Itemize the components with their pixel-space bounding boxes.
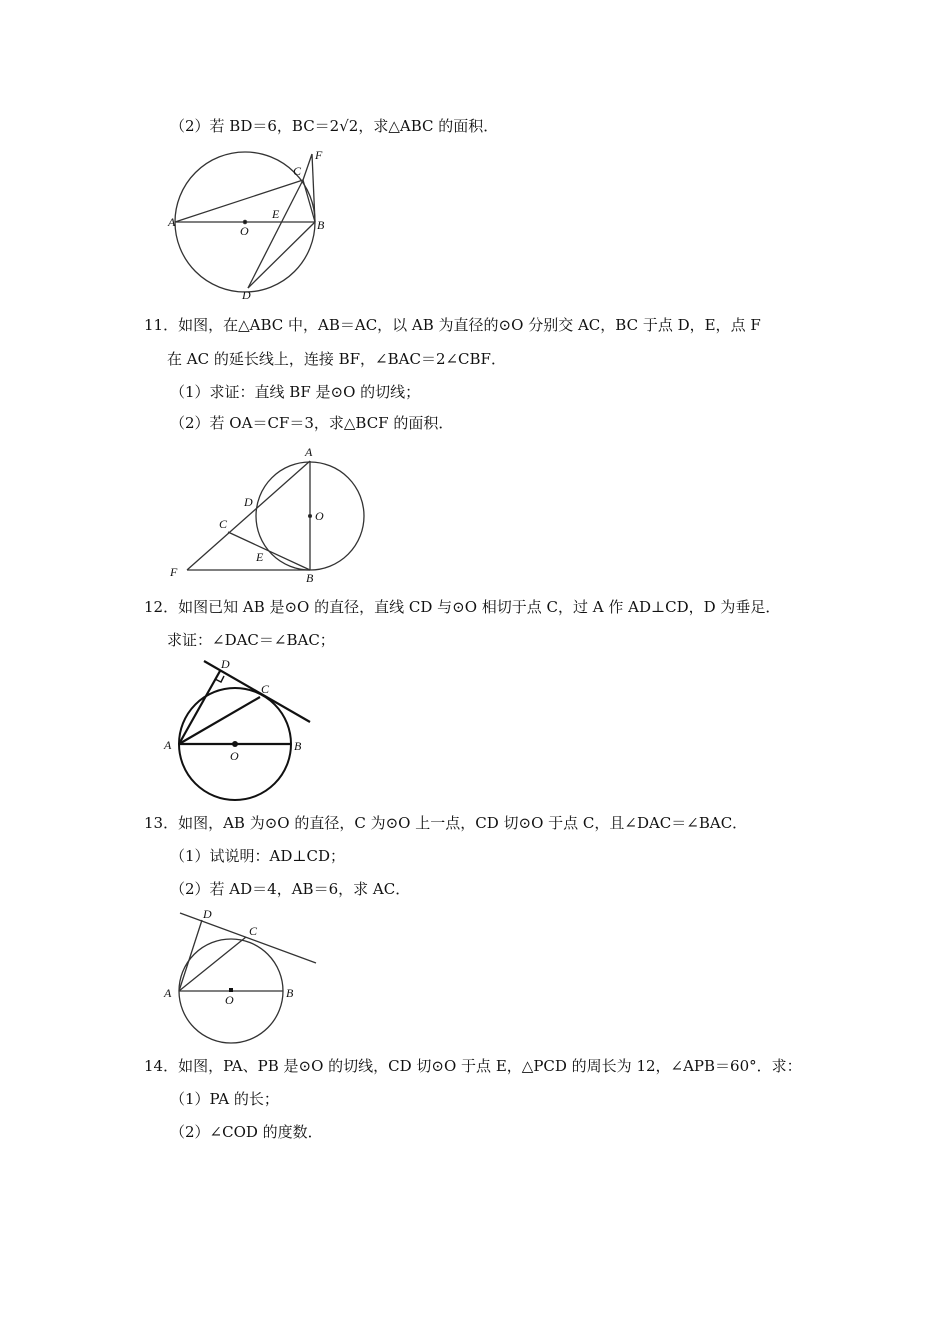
q11-label-b: B	[306, 571, 314, 585]
q12-label-b: B	[294, 739, 302, 753]
q13-line1: 13．如图，AB 为⊙O 的直径，C 为⊙O 上一点，CD 切⊙O 于点 C，且∠DAC＝∠BAC．	[144, 814, 748, 832]
q12-label-c: C	[261, 682, 270, 696]
q14-part1: （1）PA 的长；	[170, 1090, 279, 1108]
q10-label-f: F	[315, 148, 323, 162]
q12-figure	[160, 655, 330, 805]
q11-part2: （2）若 OA＝CF＝3，求△BCF 的面积．	[170, 414, 454, 432]
q11-label-d: D	[244, 495, 253, 509]
q13-part1: （1）试说明：AD⊥CD；	[170, 847, 346, 865]
q12-label-a: A	[164, 738, 172, 752]
q12-label-d: D	[221, 657, 230, 671]
q10-figure	[160, 148, 360, 306]
q11-part1: （1）求证：直线 BF 是⊙O 的切线；	[170, 383, 421, 401]
q10-label-b: B	[317, 218, 325, 232]
q12-label-o: O	[230, 749, 239, 763]
q11-line2: 在 AC 的延长线上，连接 BF，∠BAC＝2∠CBF．	[167, 350, 506, 368]
q14-line1: 14．如图，PA、PB 是⊙O 的切线，CD 切⊙O 于点 E，△PCD 的周长为 12，∠APB＝60°．求：	[144, 1057, 802, 1075]
q10-label-o: O	[240, 224, 249, 238]
q11-label-c: C	[219, 517, 228, 531]
q13-label-o: O	[225, 993, 234, 1007]
q13-part2: （2）若 AD＝4，AB＝6，求 AC．	[170, 880, 411, 898]
q11-label-f: F	[170, 565, 178, 579]
q13-label-d: D	[203, 907, 212, 921]
q12-line2: 求证：∠DAC＝∠BAC；	[167, 631, 335, 649]
q10-label-d: D	[242, 288, 251, 302]
q12-line1: 12．如图已知 AB 是⊙O 的直径，直线 CD 与⊙O 相切于点 C，过 A 作 AD⊥CD，D 为垂足．	[144, 598, 781, 616]
q13-label-a: A	[164, 986, 172, 1000]
q11-label-o: O	[315, 509, 324, 523]
q10-label-a: A	[168, 215, 176, 229]
q11-figure	[160, 445, 380, 585]
q10-label-e: E	[272, 207, 280, 221]
q11-label-e: E	[256, 550, 264, 564]
q10-part2: （2）若 BD＝6，BC＝2√2，求△ABC 的面积．	[170, 117, 499, 135]
q13-label-b: B	[286, 986, 294, 1000]
q10-label-c: C	[293, 164, 302, 178]
q14-part2: （2）∠COD 的度数．	[170, 1123, 323, 1141]
q13-figure	[160, 905, 330, 1045]
q13-label-c: C	[249, 924, 258, 938]
q11-label-a: A	[305, 445, 313, 459]
q11-line1: 11．如图，在△ABC 中，AB＝AC，以 AB 为直径的⊙O 分别交 AC，BC 于点 D，E，点 F	[144, 316, 761, 334]
